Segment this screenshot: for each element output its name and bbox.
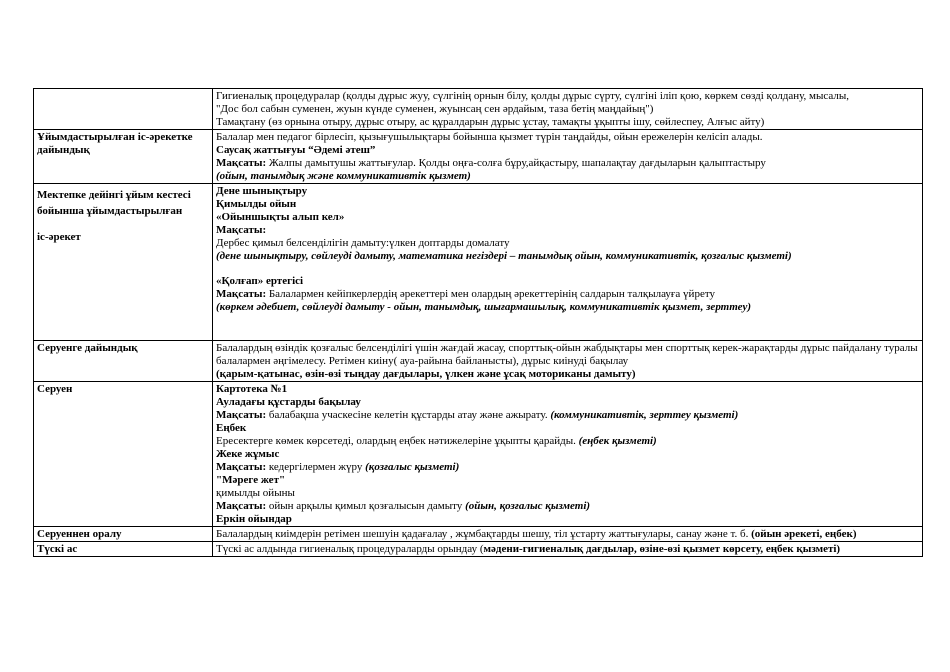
- goal-key: Мақсаты:: [216, 409, 267, 421]
- preparation-cell: [213, 130, 923, 184]
- subject-title: Дене шынықтыру: [216, 185, 308, 197]
- goal-text: балабақша учаскесіне келетін құстарды атау және ажырату.: [266, 409, 551, 421]
- rhyme-text: "Дос бол сабын суменен, жуын күнде суменен, жуынсаң сен әрдайым, таза бетің маңдайың"): [216, 103, 654, 115]
- row-label: [34, 184, 213, 341]
- lunch-text: Түскі ас алдында гигиеналық процедураларды орындау (: [216, 543, 484, 555]
- activity-tags: (ойын, танымдық және коммуникативтік қызмет): [216, 170, 471, 182]
- row-label: Ұйымдастырылған іс-әрекетке дайындық: [34, 130, 213, 184]
- row-label: [34, 89, 213, 130]
- return-cell: [213, 527, 923, 542]
- organized-activity-cell: [213, 184, 923, 341]
- goal-key: Мақсаты:: [216, 461, 267, 473]
- goal-text: ойын арқылы қимыл қозғалысын дамыту: [266, 500, 466, 512]
- individual-work-title: Жеке жұмыс: [216, 448, 280, 460]
- goal-key: Мақсаты:: [216, 224, 267, 236]
- table-row: [34, 542, 923, 557]
- table-row: [34, 341, 923, 382]
- goal-key: Мақсаты:: [216, 288, 267, 300]
- tale-title: «Қолғап» ертегісі: [216, 275, 304, 287]
- row-label: Серуен: [34, 382, 213, 527]
- table-row: [34, 89, 923, 130]
- walk-prep-text: Балалардың өзіндік қозғалыс белсенділігі үшін жағдай жасау, спорттық-ойын жабдықтары мен спорттық керек-жарақтарды дұрыс пайдалану туралы балалармен әңгімелесу. Ретімен киіну( ауа-райына байланысты), дұрыс киінуді бақылау: [216, 342, 918, 367]
- row-label: Түскі ас: [34, 542, 213, 557]
- activity-tags: (ойын әрекеті, еңбек): [751, 528, 857, 540]
- walk-prep-cell: [213, 341, 923, 382]
- return-text: Балалардың киімдерін ретімен шешуін қадағалау , жұмбақтарды шешу, тіл ұстарту жаттығулары, санау және т. б.: [216, 528, 752, 540]
- table-row: [34, 527, 923, 542]
- daily-plan-table: [33, 88, 923, 557]
- hygiene-cell: [213, 89, 923, 130]
- game-name: "Мәреге жет": [216, 474, 286, 486]
- work-title: Еңбек: [216, 422, 247, 434]
- hygiene-text: Гигиеналық процедуралар (қолды дұрыс жуу, сүлгінің орнын білу, қолды дұрыс сүрту, сүлгіні іліп қою, көркем сөзді қолдану, мысалы,: [216, 90, 849, 102]
- label-line: Мектепке дейінгі ұйым кестесі бойынша ұйымдастырылған: [37, 189, 191, 217]
- activity-tags: (еңбек қызметі): [578, 435, 657, 447]
- goal-text: кедергілермен жүру: [266, 461, 366, 473]
- activity-tags: (қарым-қатынас, өзін-өзі тыңдау дағдылары, үлкен және ұсақ моториканы дамыту): [216, 368, 636, 380]
- goal-text: Жалпы дамытушы жаттығулар. Қолды оңға-солға бұру,айқастыру, шапалақтау дағдыларын қалыптастыру: [266, 157, 766, 169]
- preparation-text: Балалар мен педагог бірлесіп, қызығушылықтары бойынша қызмет түрін таңдайды, ойын ережелерін келісіп алады.: [216, 131, 763, 143]
- table-row: [34, 184, 923, 341]
- activity-tags: (коммуникативтік, зерттеу қызметі): [550, 409, 739, 421]
- activity-tags: (дене шынықтыру, сөйлеудi дамыту, математика негіздері – танымдық ойын, коммуникативтік, қозғалыс қызметі): [216, 250, 792, 262]
- finger-exercise-title: Саусақ жаттығуы “Әдемі әтеш”: [216, 144, 376, 156]
- work-text: Ересектерге көмек көрсетеді, олардың еңбек нәтижелеріне ұқыпты қарайды.: [216, 435, 579, 447]
- row-label: Серуеннен оралу: [34, 527, 213, 542]
- game-name: «Ойыншықты алып кел»: [216, 211, 345, 223]
- activity-tags: (ойын, қозғалыс қызметі): [465, 500, 591, 512]
- walk-cell: [213, 382, 923, 527]
- game-type: қимылды ойыны: [216, 487, 295, 499]
- free-games: Еркін ойындар: [216, 513, 292, 525]
- activity-tags: (көркем әдебиет, сөйлеуді дамыту - ойын, танымдық, шығармашылық, коммуникативтік қызмет, зерттеу): [216, 301, 752, 313]
- table-row: [34, 382, 923, 527]
- goal-text: Дербес қимыл белсенділігін дамыту:үлкен доптарды домалату: [216, 237, 510, 249]
- goal-key: Мақсаты:: [216, 500, 267, 512]
- goal-text: Балалармен кейіпкерлердің әрекеттері мен олардың әрекеттерінің салдарын талқылауға үйрету: [266, 288, 715, 300]
- row-label: Серуенге дайындық: [34, 341, 213, 382]
- meal-text: Тамақтану (өз орнына отыру, дұрыс отыру, ас құралдарын дұрыс ұстау, тамақты ұқыпты ішу, сөйлеспеу, Алғыс айту): [216, 116, 765, 128]
- game-type: Қимылды ойын: [216, 198, 297, 210]
- label-line: іс-әрекет: [37, 231, 81, 243]
- observation-title: Ауладағы құстарды бақылау: [216, 396, 361, 408]
- lunch-cell: [213, 542, 923, 557]
- goal-key: Мақсаты:: [216, 157, 267, 169]
- activity-tags: (қозғалыс қызметі): [365, 461, 460, 473]
- card-number: Картотека №1: [216, 383, 288, 395]
- table-row: [34, 130, 923, 184]
- activity-tags: мәдени-гигиеналық дағдылар, өзіне-өзі қызмет көрсету, еңбек қызметі): [483, 543, 841, 555]
